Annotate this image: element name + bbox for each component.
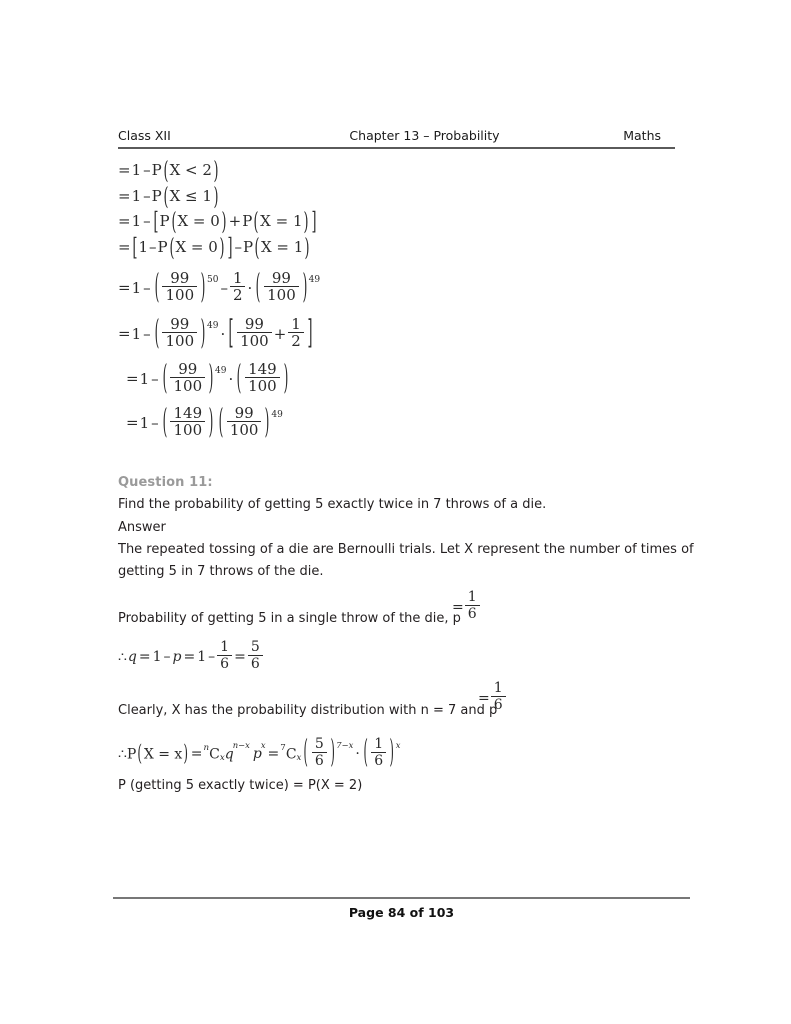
eq3-one: 1 (131, 212, 142, 230)
eq2-lparen: ( (163, 181, 169, 211)
pmf-therefore: ∴ (118, 746, 127, 763)
eq1-equals: = (118, 161, 131, 179)
eq1-P: P (151, 161, 162, 179)
clearly-line: Clearly, X has the probability distribution with n = 7 and p (118, 703, 498, 718)
question-label: Question 11: (118, 475, 213, 490)
eq6-fraction-3 (288, 316, 304, 351)
clearly-den: 6 (491, 696, 506, 713)
eq5-num1: 99 (170, 268, 190, 287)
pmf-C2: C (285, 746, 297, 763)
eq5-dot: · (247, 278, 253, 297)
clearly-num: 1 (493, 679, 503, 696)
pmf-x-subscript-1: x (219, 753, 225, 764)
eq4-rparen2: ) (304, 232, 310, 262)
eq3-lparen2: ( (253, 206, 259, 236)
eqq-minus2: – (208, 649, 216, 666)
eq5-num3: 99 (271, 268, 291, 287)
eq8-equals: = (126, 413, 139, 432)
eqq-therefore: ∴ (118, 649, 127, 666)
eq7-den1: 100 (170, 377, 205, 395)
eq7-one: 1 (139, 369, 150, 388)
equation-4 (118, 232, 311, 262)
pmf-den1: 6 (312, 752, 327, 769)
eq6-rparen: ) (200, 311, 206, 353)
eqq-num2: 5 (250, 638, 260, 655)
eq4-rparen1: ) (219, 232, 225, 262)
eq6-den1: 100 (162, 332, 197, 350)
pmf-rparen: ) (183, 741, 189, 768)
eqq-p: p (172, 649, 182, 666)
eq7-num2: 149 (248, 359, 277, 378)
eq8-fraction-1 (170, 405, 205, 440)
eq7-fraction-1 (170, 361, 205, 396)
eq7-fraction-2 (245, 361, 280, 396)
clearly-fraction (491, 681, 506, 714)
eq3-arg1: X = 0 (177, 212, 220, 230)
footer-divider (113, 897, 690, 899)
eq7-num1: 99 (178, 359, 198, 378)
eq2-P: P (151, 187, 162, 205)
eq5-exponent-1: 50 (206, 274, 219, 285)
eq6-plus: + (273, 324, 287, 343)
eq1-arg: X < 2 (169, 161, 212, 179)
eq8-exponent: 49 (271, 409, 283, 420)
pmf-dot: · (355, 746, 360, 763)
eq3-lparen1: ( (171, 206, 176, 236)
pmf-equals1: = (190, 746, 203, 763)
eq6-lbrack: [ (228, 312, 234, 352)
eq5-one: 1 (131, 278, 142, 297)
pmf-P: P (126, 746, 137, 763)
eq5-fraction-half (230, 270, 246, 305)
eq2-minus: – (143, 187, 151, 205)
prob-num: 1 (467, 588, 477, 605)
equation-5 (118, 265, 321, 307)
equation-2 (118, 181, 220, 211)
eq4-lparen1: ( (169, 232, 174, 262)
eqq-minus1: – (163, 649, 171, 666)
eq5-den1: 100 (162, 286, 197, 304)
eq1-one: 1 (131, 161, 142, 179)
eqq-fraction-2 (248, 640, 263, 673)
eq7-minus: – (151, 369, 159, 388)
eq1-minus: – (143, 161, 151, 179)
eq4-arg1: X = 0 (175, 238, 218, 256)
eq5-lparen1: ( (154, 265, 159, 307)
pmf-den2: 6 (371, 752, 386, 769)
eq1-lparen: ( (163, 155, 169, 185)
pmf-lparen: ( (137, 741, 143, 768)
eq8-lparen1: ( (162, 400, 167, 442)
eq3-lbrack: [ (153, 206, 159, 236)
pmf-q: q (224, 746, 234, 763)
eq7-equals: = (126, 369, 139, 388)
pmf-arg: X = x (143, 746, 183, 763)
eq5-minus2: – (220, 278, 228, 297)
eq4-equals: = (118, 238, 131, 256)
eq8-num1: 149 (173, 403, 203, 422)
eq6-equals: = (118, 324, 131, 343)
prob-den: 6 (465, 605, 480, 622)
pmf-fraction-1 (312, 737, 327, 770)
eq6-one: 1 (131, 324, 142, 343)
eq4-rbrack: ] (227, 232, 233, 262)
eq6-lparen: ( (154, 311, 159, 353)
eqq-q: q (127, 649, 137, 666)
probability-value-fraction (452, 588, 481, 624)
answer-label: Answer (118, 520, 166, 535)
eqq-equals3: = (234, 649, 246, 666)
pmf-fraction-2 (371, 737, 386, 770)
pmf-num1: 5 (314, 735, 324, 752)
eq6-num2: 99 (244, 314, 264, 333)
eq8-minus: – (151, 413, 159, 432)
clearly-value-fraction (478, 679, 507, 715)
eq5-equals: = (118, 278, 131, 297)
eq4-one: 1 (138, 238, 148, 256)
eq8-fraction-2 (227, 405, 262, 440)
equation-6 (118, 311, 315, 353)
eq3-rparen2: ) (303, 206, 309, 236)
eq7-lparen1: ( (162, 356, 167, 398)
answer-line-2: getting 5 in 7 throws of the die. (118, 564, 324, 579)
equation-3 (118, 206, 318, 236)
eq3-arg2: X = 1 (260, 212, 303, 230)
equation-8 (126, 400, 284, 442)
eq8-one: 1 (139, 413, 150, 432)
eq6-minus: – (143, 324, 151, 343)
eq3-equals: = (118, 212, 131, 230)
eq5-rparen2: ) (302, 265, 308, 307)
eq8-lparen2: ( (218, 400, 224, 442)
eq8-num2: 99 (234, 403, 254, 422)
eqq-den1: 6 (217, 655, 232, 672)
eq3-rparen1: ) (221, 206, 227, 236)
probability-line: Probability of getting 5 in a single throw of the die, p (118, 611, 461, 626)
equation-q-value (118, 638, 264, 674)
eq5-fraction-1 (162, 270, 197, 305)
pmf-q-exponent: n−x (232, 740, 250, 751)
header-subject-label: Maths (623, 128, 661, 143)
eqq-equals1: = (138, 649, 151, 666)
equation-1 (118, 155, 220, 185)
equation-binomial-pmf (118, 735, 401, 772)
eqq-fraction-1 (217, 640, 232, 673)
eq3-P1: P (159, 212, 170, 230)
eq8-rparen1: ) (208, 400, 214, 442)
eq7-den2: 100 (245, 377, 280, 395)
pmf-rparen1: ) (330, 735, 335, 772)
eq3-P2: P (242, 212, 253, 230)
eq4-lbrack: [ (132, 232, 137, 262)
header-chapter-title: Chapter 13 – Probability (349, 128, 500, 143)
pmf-num2: 1 (374, 735, 384, 752)
eq3-plus: + (228, 212, 242, 230)
eqq-one2: 1 (197, 649, 207, 666)
eq6-num3: 1 (291, 314, 301, 333)
pmf-lparen2: ( (363, 735, 368, 772)
eqq-den2: 6 (248, 655, 263, 672)
eqq-one1: 1 (152, 649, 162, 666)
question-prompt: Find the probability of getting 5 exactly twice in 7 throws of a die. (118, 497, 547, 512)
eq6-den2: 100 (237, 332, 272, 350)
eq6-fraction-2 (237, 316, 272, 351)
pmf-exponent-2: x (395, 740, 401, 751)
pmf-n-presuper: n (203, 742, 210, 753)
eq2-equals: = (118, 187, 131, 205)
eq4-minus2: – (234, 238, 242, 256)
eq6-dot: · (220, 324, 226, 343)
eq5-minus1: – (143, 278, 151, 297)
pmf-x-subscript-2: x (296, 753, 302, 764)
answer-line-1: The repeated tossing of a die are Bernoulli trials. Let X represent the number of times of (118, 542, 694, 557)
eq1-rparen: ) (213, 155, 219, 185)
header-class-label: Class XII (118, 128, 171, 143)
final-probability-line: P (getting 5 exactly twice) = P(X = 2) (118, 778, 363, 793)
eq4-P1: P (157, 238, 168, 256)
eq8-den2: 100 (227, 421, 262, 439)
eq4-minus1: – (148, 238, 157, 256)
eq7-dot: · (228, 369, 234, 388)
eqq-num1: 1 (220, 638, 230, 655)
eq6-den3: 2 (288, 332, 304, 350)
eq7-exponent: 49 (214, 365, 227, 376)
header-divider (118, 147, 675, 149)
eq6-num1: 99 (170, 314, 190, 333)
eq6-exponent: 49 (206, 320, 219, 331)
eq4-lparen2: ( (254, 232, 260, 262)
clearly-equals: = (478, 690, 490, 707)
eq5-lparen2: ( (255, 265, 261, 307)
pmf-p-exponent: x (260, 740, 266, 751)
eq7-rparen1: ) (208, 356, 214, 398)
eq3-rbrack: ] (311, 206, 317, 236)
eqq-equals2: = (183, 649, 196, 666)
eq4-P2: P (242, 238, 254, 256)
eq4-arg2: X = 1 (260, 238, 304, 256)
pmf-p: p (252, 746, 262, 763)
page-header (118, 128, 675, 143)
eq7-rparen2: ) (283, 356, 288, 398)
pmf-seven-presuper: 7 (280, 742, 286, 753)
eq8-rparen2: ) (265, 400, 270, 442)
eq6-rbrack: ] (307, 312, 313, 352)
eq7-lparen2: ( (236, 356, 242, 398)
eq2-arg: X ≤ 1 (169, 187, 212, 205)
prob-equals: = (452, 599, 464, 616)
eq5-rparen1: ) (200, 265, 206, 307)
eq2-rparen: ) (213, 181, 219, 211)
pmf-exponent-1: 7−x (336, 740, 354, 751)
eq5-num2: 1 (232, 268, 243, 287)
eq3-minus: – (143, 212, 151, 230)
eq5-den2: 2 (230, 286, 246, 304)
pmf-lparen1: ( (303, 735, 309, 772)
eq5-den3: 100 (264, 286, 299, 304)
page-number: Page 84 of 103 (348, 905, 455, 920)
eq8-den1: 100 (170, 421, 205, 439)
pmf-rparen2: ) (389, 735, 395, 772)
eq6-fraction-1 (162, 316, 197, 351)
eq2-one: 1 (131, 187, 142, 205)
pmf-C1: C (209, 746, 220, 763)
prob-fraction (465, 590, 480, 623)
pmf-equals2: = (267, 746, 280, 763)
eq5-exponent-2: 49 (308, 274, 321, 285)
equation-7 (126, 356, 291, 398)
eq5-fraction-2 (264, 270, 299, 305)
